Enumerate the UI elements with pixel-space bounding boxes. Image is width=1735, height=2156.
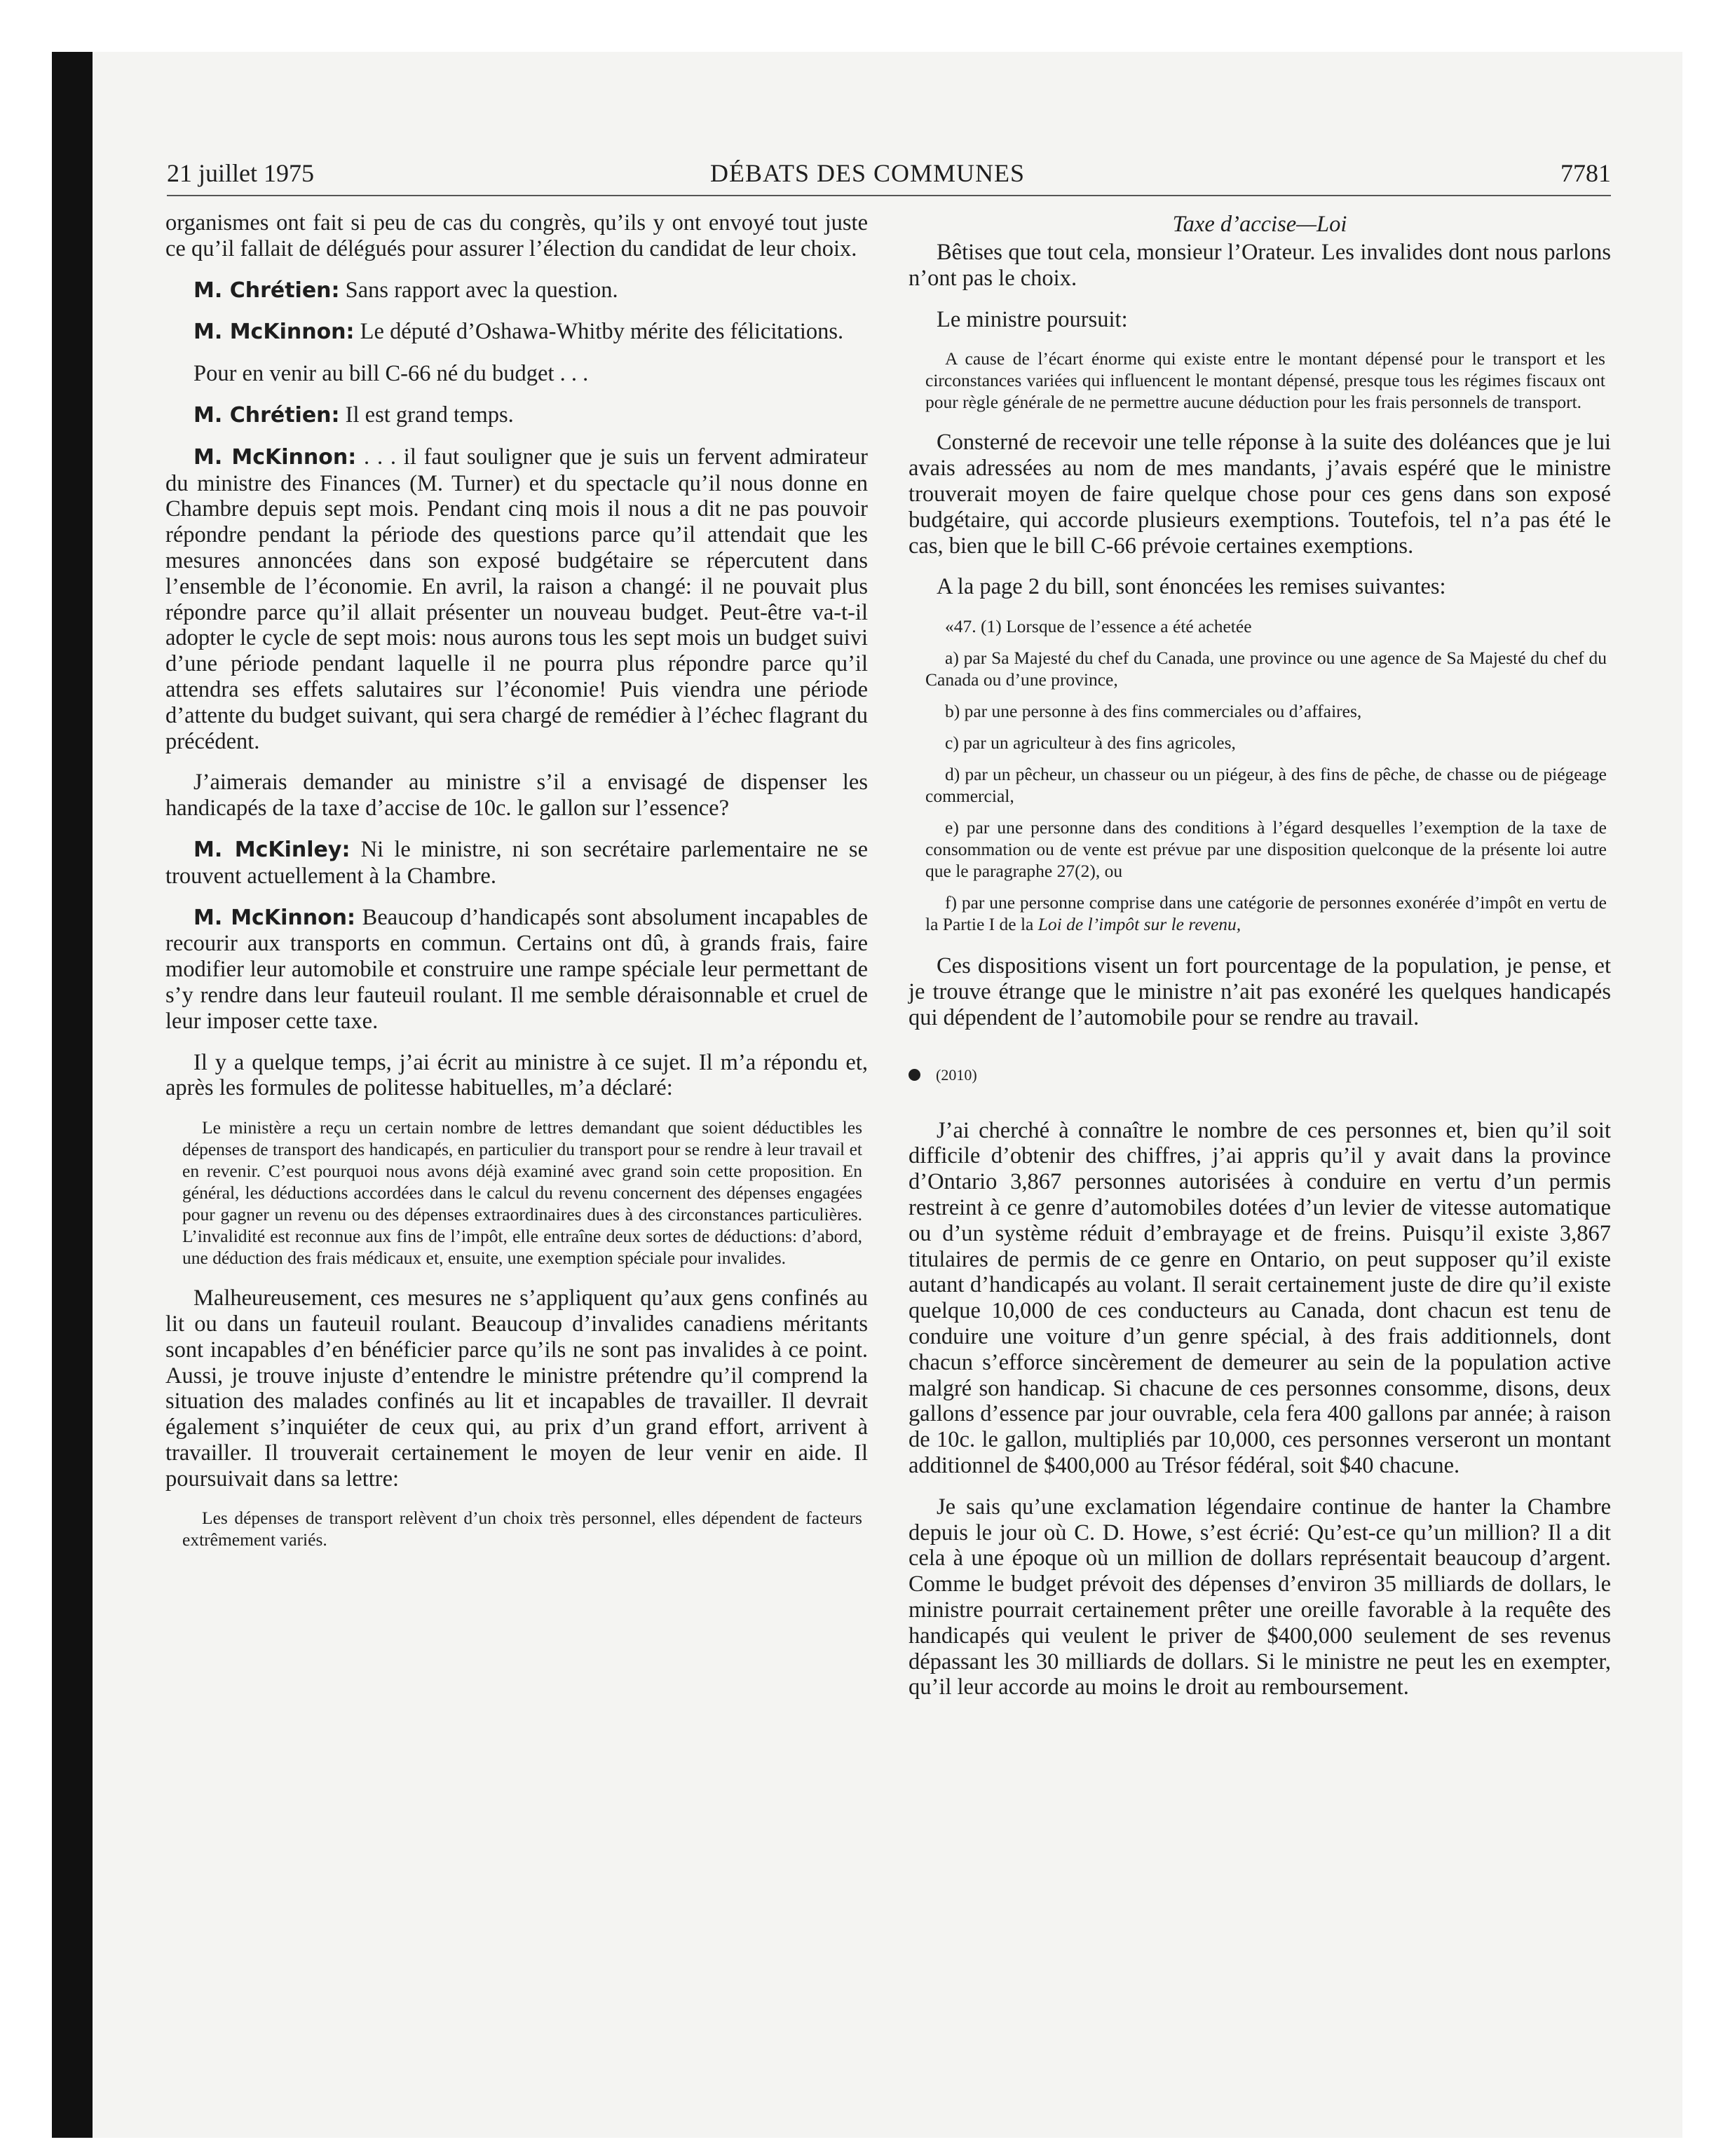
block-quote: Le ministère a reçu un certain nombre de lettres demandant que soient déductibles les dépenses de transport des handicapés, en particulier du transport pour se rendre à leur travail et en revenir. C’est pourquoi nous avons déjà examiné avec grand soin cette proposition. En général, les déductions accordées dans le calcul du revenu concernent des dépenses engagées pour gagner un revenu ou des dépenses extraordinaires dues à des circonstances particulières. L’invalidité est reconnue aux fins de l’impôt, elle entraîne deux sortes de déductions: d’abord, une déduction des frais médicaux et, ensuite, une exemption spéciale pour invalides. (182, 1117, 862, 1269)
speaker-name: M. McKinnon: (193, 905, 356, 930)
paragraph: J’aimerais demander au ministre s’il a envisagé de dispenser les handicapés de la taxe d’accise de 10c. le gallon sur l’essence? (165, 770, 868, 821)
bill-item: d) par un pêcheur, un chasseur ou un piégeur, à des fins de pêche, de chasse ou de piégeage commercial, (925, 764, 1607, 807)
paragraph: Il y a quelque temps, j’ai écrit au ministre à ce sujet. Il m’a répondu et, après les formules de politesse habituelles, m’a déclaré: (165, 1049, 868, 1101)
speech (165, 905, 868, 1035)
speech (165, 319, 868, 346)
speech-text: Sans rapport avec la question. (339, 277, 618, 303)
paragraph: A la page 2 du bill, sont énoncées les remises suivantes: (937, 574, 1446, 600)
bill-item: e) par une personne dans des conditions à l’égard desquelles l’exemption de la taxe de consommation ou de vente est prévue par une disposition quelconque de la présente loi autre que le paragraphe 27(2), ou (925, 817, 1607, 882)
speech-text: . . . il faut souligner que je suis un fervent admirateur du ministre des Finances (M. Turner) et du spectacle qu’il nous donne en Chambre depuis sept mois. Pendant cinq mois il nous a dit ne pas pouvoir répondre pendant la période des questions parce qu’il attendait que les mesures annoncées dans son exposé budgétaire se répercutent dans l’ensemble de l’économie. En avril, la raison a changé: il ne pouvait plus répondre parce qu’il allait présenter un nouveau budget. Peut-être va-t-il adopter le cycle de sept mois: nous aurons tous les sept mois un budget suivi d’une période pendant laquelle il ne pourra plus répondre parce qu’il attendra ses effets salutaires sur l’économie! Puis viendra une période d’attente du budget suivant, qui sera chargé de remédier à l’échec flagrant du précédent. (165, 444, 868, 754)
block-quote: A cause de l’écart énorme qui existe entre le montant dépensé pour le transport et les circonstances variées qui influencent le montant dépensé, presque tous les régimes fiscaux ont pour règle générale de ne permettre aucune déduction pour les frais personnels de transport. (925, 348, 1605, 413)
speech (165, 402, 868, 429)
paragraph: Ces dispositions visent un fort pourcentage de la population, je pense, et je trouve étrange que le ministre n’ait pas exonéré les quelques handicapés qui dépendent de l’automobile pour se rendre au travail. (909, 953, 1611, 1030)
bill-item-text: f) par une personne comprise dans une catégorie de personnes exonérée d’impôt en vertu de la Partie I de la (925, 892, 1607, 935)
header-rule (167, 195, 1611, 196)
header-date: 21 juillet 1975 (167, 159, 314, 187)
paragraph: Malheureusement, ces mesures ne s’appliquent qu’aux gens confinés au lit ou dans un fauteuil roulant. Beaucoup d’invalides canadiens méritants sont incapables d’en bénéficier parce qu’ils ne sont pas invalides à ce point. Aussi, je trouve injuste d’entendre le ministre prétendre qu’il comprend la situation des malades confinés au lit et incapables de travailler. Il devrait également s’inquiéter de ceux qui, au prix d’un grand effort, arrivent à travailler. Il trouverait certainement le moyen de leur venir en aide. Il poursuivait dans sa lettre: (165, 1285, 868, 1492)
left-column (165, 210, 868, 1567)
speaker-name: M. Chrétien: (193, 278, 340, 303)
block-quote: Les dépenses de transport relèvent d’un choix très personnel, elles dépendent de facteurs extrêmement variés. (182, 1508, 862, 1550)
bill-item: «47. (1) Lorsque de l’essence a été achetée (945, 616, 1252, 637)
paragraph: Bêtises que tout cela, monsieur l’Orateur. Les invalides dont nous parlons n’ont pas le choix. (909, 240, 1611, 291)
time-note (909, 1066, 1611, 1084)
bill-item: b) par une personne à des fins commerciales ou d’affaires, (945, 701, 1362, 722)
scan-edge-bar (52, 52, 93, 2138)
act-title: Loi de l’impôt sur le revenu, (1037, 914, 1241, 935)
header-publication: DÉBATS DES COMMUNES (710, 159, 1026, 187)
speech (165, 837, 868, 889)
paragraph: organismes ont fait si peu de cas du congrès, qu’ils y ont envoyé tout juste ce qu’il fallait de délégués pour assurer l’élection du candidat de leur choix. (165, 210, 868, 261)
paragraph: Pour en venir au bill C-66 né du budget . . . (193, 361, 589, 387)
speaker-name: M. McKinnon: (193, 320, 355, 345)
speech-text: Beaucoup d’handicapés sont absolument incapables de recourir aux transports en commun. Certains ont dû, à grands frais, faire modifier leur automobile et construire une rampe spéciale leur permettant de s’y rendre dans leur fauteuil roulant. Il me semble déraisonnable et cruel de leur imposer cette taxe. (165, 904, 869, 1034)
paragraph: Je sais qu’une exclamation légendaire continue de hanter la Chambre depuis le jour où C. D. Howe, s’est écrié: Qu’est-ce qu’un million? Il a dit cela à une époque où un million de dollars représentait beaucoup d’argent. Comme le budget prévoit des dépenses d’environ 35 milliards de dollars, le ministre pourrait certainement prêter une oreille favorable à la requête des handicapés qui veulent le priver de $400,000 seulement de ses revenus dépassant les 30 milliards de dollars. Si le ministre ne peut les en exempter, qu’il leur accorde au moins le droit au remboursement. (909, 1494, 1611, 1700)
speech-text: Le député d’Oshawa-Whitby mérite des félicitations. (354, 319, 844, 345)
speaker-name: M. McKinley: (193, 837, 351, 862)
bullet-icon (909, 1069, 920, 1081)
bill-item: c) par un agriculteur à des fins agricoles, (945, 732, 1236, 753)
speech (165, 278, 868, 304)
speaker-name: M. McKinnon: (193, 444, 357, 470)
bill-item (925, 892, 1607, 935)
section-title: Taxe d’accise—Loi (1172, 212, 1347, 237)
paragraph: Consterné de recevoir une telle réponse à la suite des doléances que je lui avais adressées au nom de mes mandants, j’avais espéré que le ministre trouverait moyen de faire quelque chose pour ces gens dans son exposé budgétaire, qui accorde plusieurs exemptions. Toutefois, tel n’a pas été le cas, bien que le bill C-66 prévoie certaines exemptions. (909, 430, 1611, 559)
bill-item: a) par Sa Majesté du chef du Canada, une province ou une agence de Sa Majesté du chef du Canada ou d’une province, (925, 648, 1607, 690)
paragraph: Le ministre poursuit: (937, 306, 1128, 332)
page-header (167, 158, 1611, 193)
right-column (909, 210, 1611, 1716)
speaker-name: M. Chrétien: (193, 402, 340, 428)
speech-text: Ni le ministre, ni son secrétaire parlementaire ne se trouvent actuellement à la Chambre. (165, 836, 868, 889)
speech (165, 444, 868, 755)
time-note-text: (2010) (936, 1065, 977, 1084)
paragraph: J’ai cherché à connaître le nombre de ces personnes et, bien qu’il soit difficile d’obtenir des chiffres, j’ai appris qu’il y avait dans la province d’Ontario 3,867 personnes autorisées à conduire en vertu d’un permis restreint à ce genre d’automobiles dotées d’un levier de vitesse automatique ou d’un système réduit d’embrayage et de freins. Puisqu’il existe 3,867 titulaires de permis de ce genre en Ontario, on peut supposer qu’il existe autant d’handicapés au volant. Il serait certainement juste de dire qu’il existe quelque 10,000 de ces conducteurs au Canada, dont chacun est tenu de conduire une voiture d’un genre spécial, à des frais additionnels, dont chacun s’efforce sincèrement de demeurer au sein de la population active malgré son handicap. Si chacune de ces personnes consomme, disons, deux gallons d’essence par jour ouvrable, cela fera 400 gallons par année; à raison de 10c. le gallon, multipliés par 10,000, ces personnes verseront un montant additionnel de $400,000 au Trésor fédéral, soit $40 chacune. (909, 1117, 1611, 1478)
speech-text: Il est grand temps. (339, 402, 514, 428)
header-page-number: 7781 (1560, 159, 1611, 187)
